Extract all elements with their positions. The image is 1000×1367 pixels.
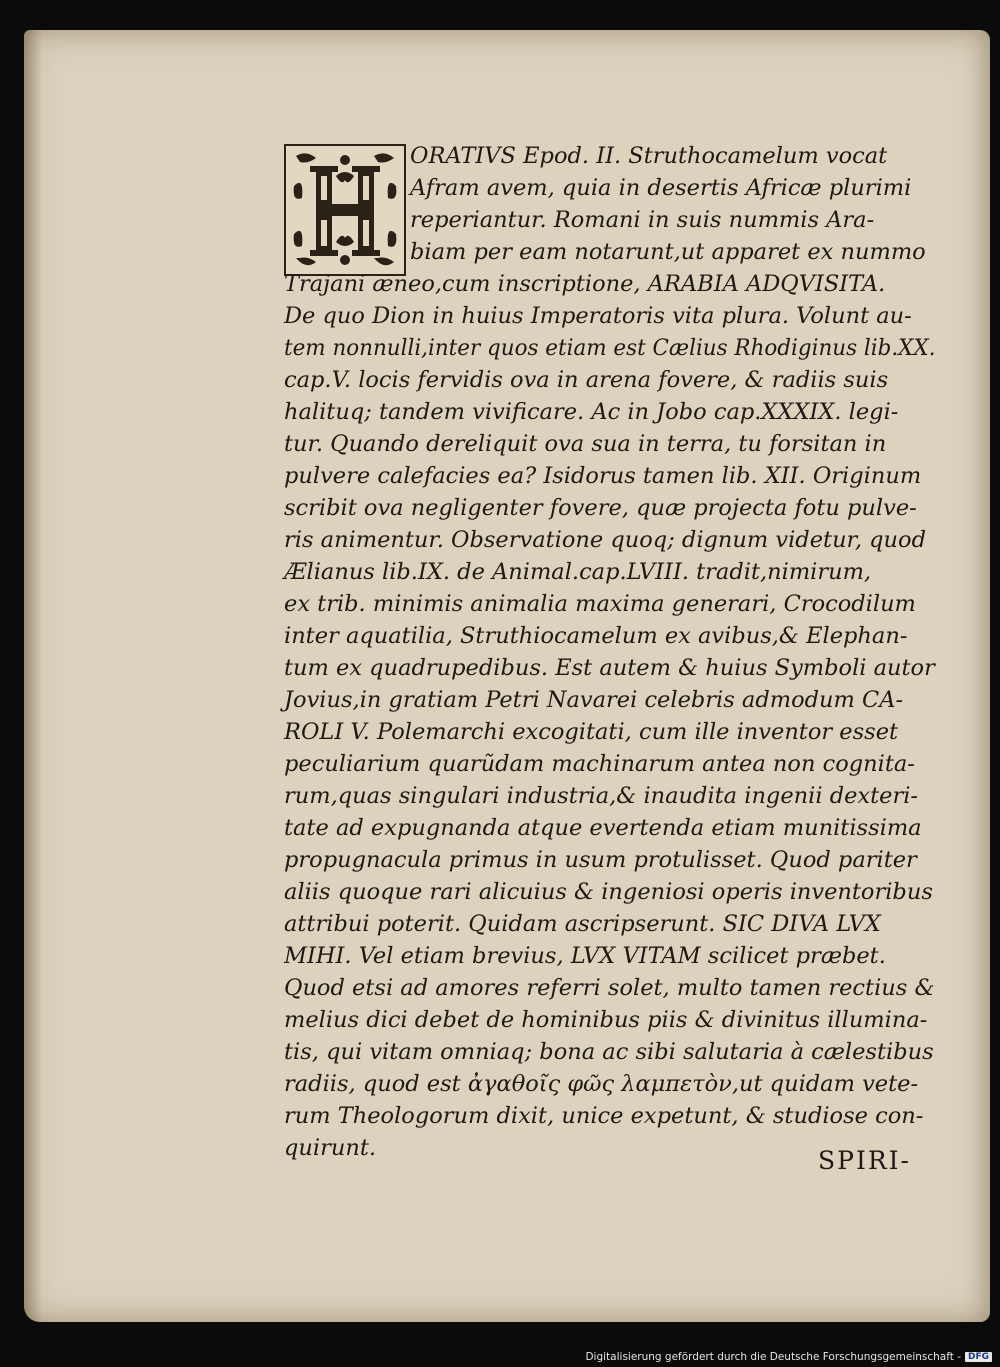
text-line-19: ROLI V. Polemarchi excogitati, cum ille inventor esset: [284, 719, 899, 745]
text-line-7: tem nonnulli,inter quos etiam est Cælius Rhodiginus lib.XX.: [284, 335, 936, 361]
text-line-13: ris animentur. Observatione quoq; dignum videtur, quod: [284, 527, 926, 553]
text-line-27: Quod etsi ad amores referri solet, multo tamen rectius &: [284, 975, 935, 1001]
text-line-31: rum Theologorum dixit, unice expetunt, & studiose con-: [284, 1103, 924, 1129]
text-line-3: reperiantur. Romani in suis nummis Ara-: [410, 207, 875, 233]
digitization-footer: [585, 1351, 992, 1363]
text-line-4: biam per eam notarunt,ut apparet ex nummo: [410, 239, 926, 265]
text-line-18: Jovius,in gratiam Petri Navarei celebris admodum CA-: [284, 687, 904, 713]
text-line-2: Afram avem, quia in desertis Africæ plurimi: [410, 175, 912, 201]
catchword: SPIRI-: [818, 1146, 911, 1175]
text-line-32: quirunt.: [284, 1135, 377, 1161]
footer-text: Digitalisierung gefördert durch die Deutsche Forschungsgemeinschaft -: [585, 1351, 961, 1363]
text-line-1: ORATIVS Epod. II. Struthocamelum vocat: [410, 143, 888, 169]
text-line-22: tate ad expugnanda atque evertenda etiam munitissima: [284, 815, 922, 841]
text-line-11: pulvere calefacies ea? Isidorus tamen lib. XII. Originum: [284, 463, 922, 489]
text-line-12: scribit ova negligenter fovere, quæ projecta fotu pulve-: [284, 495, 917, 521]
text-line-20: peculiarium quarũdam machinarum antea non cognita-: [284, 751, 915, 777]
text-line-10: tur. Quando dereliquit ova sua in terra, tu forsitan in: [284, 431, 887, 457]
text-line-16: inter aquatilia, Struthiocamelum ex avibus,& Elephan-: [284, 623, 908, 649]
dfg-logo-icon: DFG: [965, 1352, 992, 1362]
text-line-25: attribui poterit. Quidam ascripserunt. SIC DIVA LVX: [284, 911, 881, 937]
text-line-8: cap.V. locis fervidis ova in arena fovere, & radiis suis: [284, 367, 889, 393]
text-line-23: propugnacula primus in usum protulisset. Quod pariter: [284, 847, 917, 873]
text-line-6: De quo Dion in huius Imperatoris vita plura. Volunt au-: [284, 303, 912, 329]
text-line-24: aliis quoque rari alicuius & ingeniosi operis inventoribus: [284, 879, 933, 905]
text-line-9: halituq; tandem vivificare. Ac in Jobo cap.XXXIX. legi-: [284, 399, 899, 425]
text-line-17: tum ex quadrupedibus. Est autem & huius Symboli autor: [284, 655, 935, 681]
text-line-15: ex trib. minimis animalia maxima generari, Crocodilum: [284, 591, 916, 617]
text-line-28: melius dici debet de hominibus piis & divinitus illumina-: [284, 1007, 928, 1033]
text-line-29: tis, qui vitam omniaq; bona ac sibi salutaria à cælestibus: [284, 1039, 934, 1065]
text-line-21: rum,quas singulari industria,& inaudita ingenii dexteri-: [284, 783, 919, 809]
text-line-30: radiis, quod est ἀγαθοῖς φῶς λαμπετὸν,ut quidam vete-: [284, 1071, 919, 1097]
text-line-5: Trajani æneo,cum inscriptione, ARABIA ADQVISITA.: [284, 271, 886, 297]
text-line-14: Ælianus lib.IX. de Animal.cap.LVIII. tradit,nimirum,: [284, 559, 872, 585]
text-line-26: MIHI. Vel etiam brevius, LVX VITAM scilicet præbet.: [284, 943, 886, 969]
